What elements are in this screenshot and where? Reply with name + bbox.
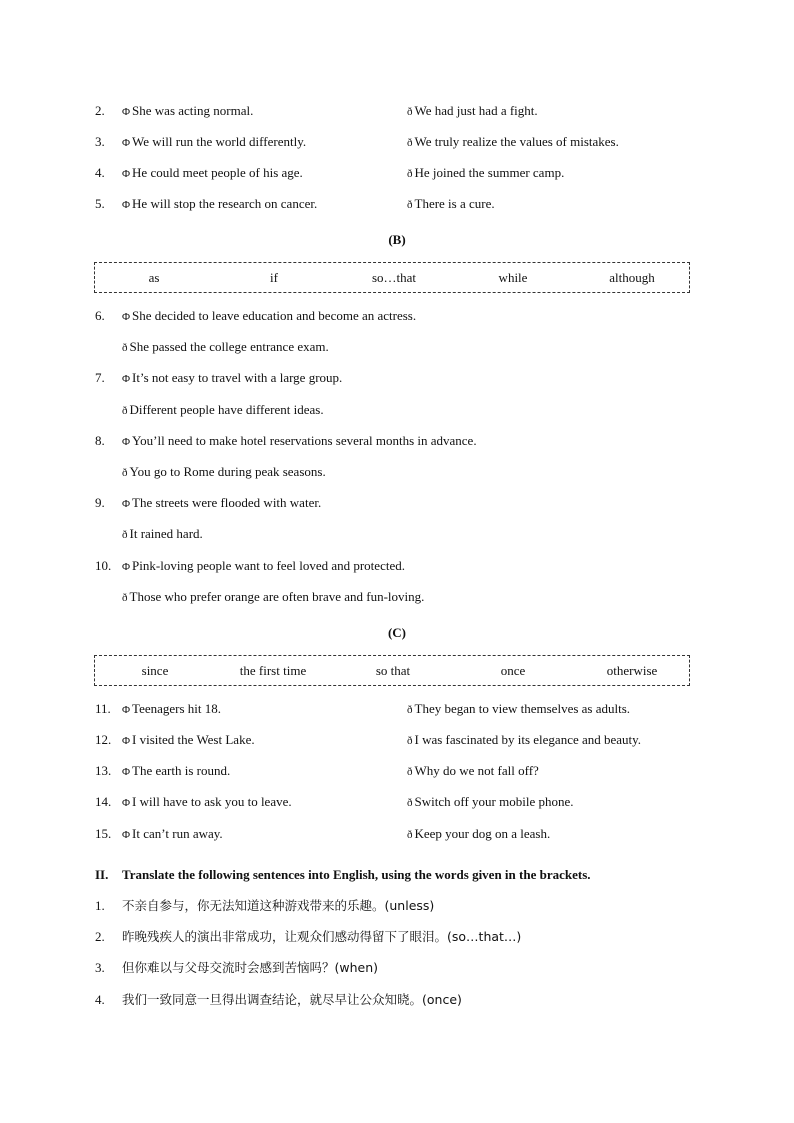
marker-a: Φ xyxy=(122,735,131,747)
marker-a: Φ xyxy=(122,498,131,510)
clause-a-text: He will stop the research on cancer. xyxy=(132,196,318,211)
clause-b-text: We truly realize the values of mistakes. xyxy=(414,134,619,149)
word-bank-word: the first time xyxy=(239,663,307,678)
exercise-item xyxy=(95,369,695,387)
marker-b: ð xyxy=(407,704,413,716)
item-number: 7. xyxy=(95,370,105,385)
marker-b: ð xyxy=(122,529,128,541)
exercise-item xyxy=(95,825,695,843)
clause-a xyxy=(122,102,253,121)
word-bank-word: once xyxy=(500,663,526,678)
clause-a xyxy=(122,307,416,326)
clause-a-text: She was acting normal. xyxy=(132,103,254,118)
item-number: 4. xyxy=(95,165,105,180)
exercise-item xyxy=(95,700,695,718)
item-number: 10. xyxy=(95,558,112,573)
clause-b-text: We had just had a fight. xyxy=(414,103,538,118)
clause-b-text: She passed the college entrance exam. xyxy=(129,339,329,354)
clause-a xyxy=(122,432,477,451)
clause-b xyxy=(122,588,424,606)
word-bank-word: although xyxy=(609,270,655,285)
item-number: 2. xyxy=(95,929,105,944)
exercise-item xyxy=(95,762,695,780)
clause-a-text: You’ll need to make hotel reservations several months in advance. xyxy=(132,433,477,448)
clause-b xyxy=(407,793,574,812)
item-number: 14. xyxy=(95,794,112,809)
marker-a: Φ xyxy=(122,436,131,448)
clause-b-text: Keep your dog on a leash. xyxy=(414,826,551,841)
section-c-word-bank xyxy=(94,655,690,686)
clause-b-text: They began to view themselves as adults. xyxy=(414,701,631,716)
marker-a: Φ xyxy=(122,829,131,841)
clause-a xyxy=(122,195,317,214)
exercise-item xyxy=(95,731,695,749)
marker-a: Φ xyxy=(122,704,131,716)
clause-b-text: He joined the summer camp. xyxy=(414,165,565,180)
exercise-item xyxy=(95,102,695,120)
translation-text: 不亲自参与，你无法知道这种游戏带来的乐趣。(unless) xyxy=(122,898,435,913)
part-instruction: Translate the following sentences into English, using the words given in the brackets. xyxy=(122,867,591,882)
marker-b: ð xyxy=(407,829,413,841)
exercise-item xyxy=(95,164,695,182)
clause-a-text: It’s not easy to travel with a large group. xyxy=(132,370,343,385)
clause-a-text: It can’t run away. xyxy=(132,826,223,841)
translation-text: 但你难以与父母交流时会感到苦恼吗？(when) xyxy=(122,960,379,975)
marker-a: Φ xyxy=(122,766,131,778)
clause-b-text: Those who prefer orange are often brave and fun-loving. xyxy=(129,589,425,604)
clause-b-text: It rained hard. xyxy=(129,526,203,541)
marker-b: ð xyxy=(122,467,128,479)
clause-b-text: There is a cure. xyxy=(414,196,495,211)
clause-b-text: Different people have different ideas. xyxy=(129,402,324,417)
word-bank-word: since xyxy=(141,663,169,678)
section-b-word-bank xyxy=(94,262,690,293)
clause-a-text: She decided to leave education and become an actress. xyxy=(132,308,417,323)
clause-a xyxy=(122,133,306,152)
clause-a xyxy=(122,494,321,513)
clause-a xyxy=(122,164,303,183)
exercise-item xyxy=(95,133,695,151)
marker-a: Φ xyxy=(122,797,131,809)
clause-b xyxy=(122,338,329,356)
item-number: 4. xyxy=(95,992,105,1007)
exercise-item xyxy=(95,557,695,575)
clause-b-text: Why do we not fall off? xyxy=(414,763,539,778)
marker-b: ð xyxy=(407,168,413,180)
clause-a-text: The earth is round. xyxy=(132,763,231,778)
word-bank-word: if xyxy=(270,270,278,285)
item-number: 12. xyxy=(95,732,112,747)
exercise-item xyxy=(95,494,695,512)
marker-a: Φ xyxy=(122,137,131,149)
translation-item xyxy=(95,959,695,977)
clause-a-text: We will run the world differently. xyxy=(132,134,307,149)
clause-a-text: He could meet people of his age. xyxy=(132,165,303,180)
marker-a: Φ xyxy=(122,311,131,323)
exercise-item xyxy=(95,307,695,325)
marker-a: Φ xyxy=(122,106,131,118)
clause-b xyxy=(407,700,630,719)
clause-a xyxy=(122,762,230,781)
word-bank-word: so that xyxy=(375,663,411,678)
marker-a: Φ xyxy=(122,373,131,385)
word-bank-word: so…that xyxy=(371,270,417,285)
item-number: 2. xyxy=(95,103,105,118)
clause-a xyxy=(122,557,405,576)
section-b-title: (B) xyxy=(388,232,406,247)
marker-a: Φ xyxy=(122,561,131,573)
clause-a xyxy=(122,793,292,812)
clause-b xyxy=(122,525,203,543)
clause-b xyxy=(407,164,564,183)
clause-b xyxy=(122,401,324,419)
marker-b: ð xyxy=(407,735,413,747)
marker-b: ð xyxy=(407,797,413,809)
item-number: 5. xyxy=(95,196,105,211)
item-number: 8. xyxy=(95,433,105,448)
marker-b: ð xyxy=(407,199,413,211)
item-number: 6. xyxy=(95,308,105,323)
marker-b: ð xyxy=(407,106,413,118)
clause-a-text: Pink-loving people want to feel loved and protected. xyxy=(132,558,405,573)
marker-b: ð xyxy=(407,137,413,149)
exercise-item xyxy=(95,432,695,450)
translation-text: 昨晚残疾人的演出非常成功，让观众们感动得留下了眼泪。(so…that…) xyxy=(122,929,522,944)
section-c-title: (C) xyxy=(387,625,407,640)
exercise-item xyxy=(95,793,695,811)
clause-a-text: Teenagers hit 18. xyxy=(132,701,222,716)
item-number: 1. xyxy=(95,898,105,913)
translation-item xyxy=(95,928,695,946)
clause-b xyxy=(407,102,538,121)
clause-b-text: Switch off your mobile phone. xyxy=(414,794,574,809)
translation-item xyxy=(95,897,695,915)
word-bank-word: as xyxy=(148,270,160,285)
clause-a-text: The streets were flooded with water. xyxy=(132,495,322,510)
item-number: 3. xyxy=(95,960,105,975)
clause-a xyxy=(122,731,255,750)
marker-b: ð xyxy=(122,342,128,354)
item-number: 3. xyxy=(95,134,105,149)
clause-b-text: You go to Rome during peak seasons. xyxy=(129,464,326,479)
clause-a xyxy=(122,825,223,844)
word-bank-word: otherwise xyxy=(606,663,658,678)
exercise-item xyxy=(95,195,695,213)
part-ii-heading xyxy=(95,866,695,884)
marker-b: ð xyxy=(407,766,413,778)
item-number: 11. xyxy=(95,701,111,716)
translation-text: 我们一致同意一旦得出调查结论，就尽早让公众知晓。(once) xyxy=(122,992,462,1007)
word-bank-word: while xyxy=(498,270,528,285)
clause-b xyxy=(122,463,326,481)
clause-b xyxy=(407,195,495,214)
marker-a: Φ xyxy=(122,199,131,211)
clause-a xyxy=(122,369,342,388)
part-number: II. xyxy=(95,867,109,882)
clause-a xyxy=(122,700,221,719)
marker-b: ð xyxy=(122,592,128,604)
item-number: 15. xyxy=(95,826,112,841)
item-number: 13. xyxy=(95,763,112,778)
clause-b xyxy=(407,825,550,844)
marker-b: ð xyxy=(122,405,128,417)
clause-a-text: I visited the West Lake. xyxy=(132,732,255,747)
translation-item xyxy=(95,991,695,1009)
clause-b-text: I was fascinated by its elegance and beauty. xyxy=(414,732,642,747)
marker-a: Φ xyxy=(122,168,131,180)
clause-a-text: I will have to ask you to leave. xyxy=(132,794,292,809)
item-number: 9. xyxy=(95,495,105,510)
clause-b xyxy=(407,731,641,750)
clause-b xyxy=(407,133,619,152)
clause-b xyxy=(407,762,539,781)
